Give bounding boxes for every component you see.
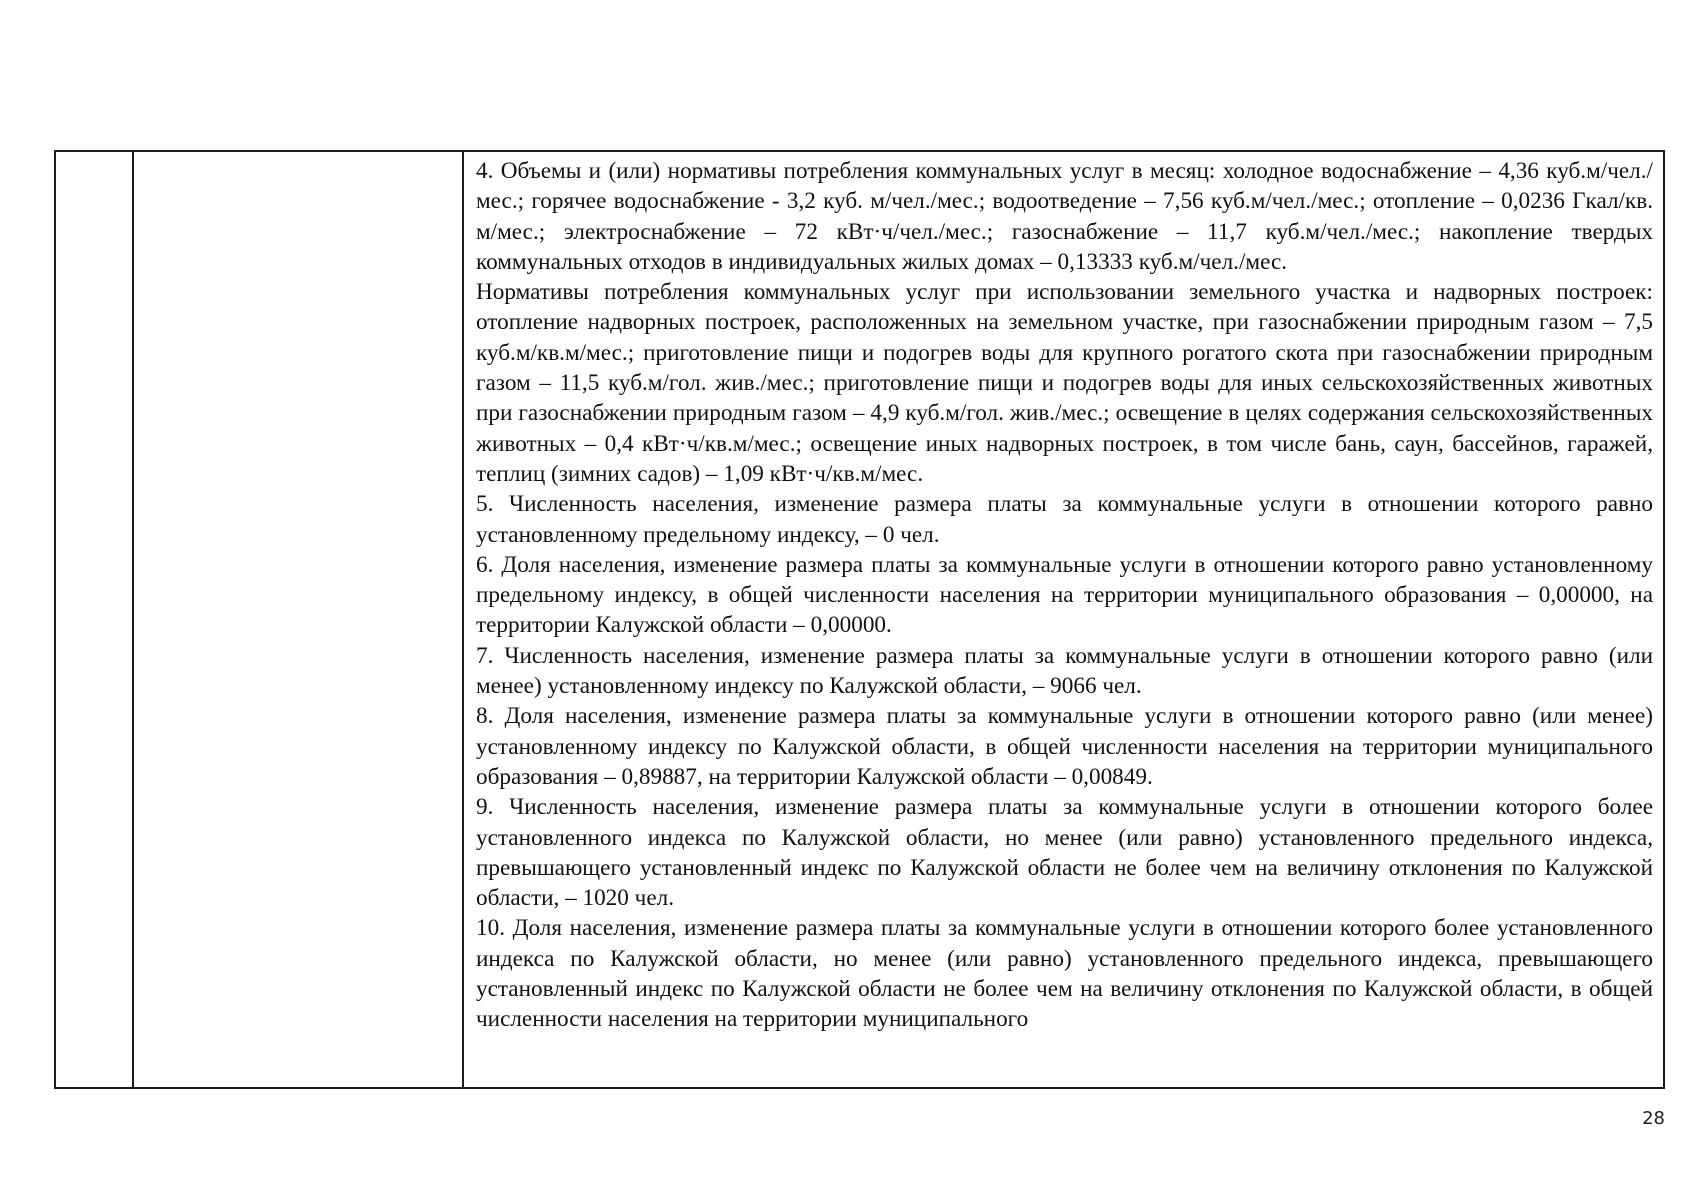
table-column-content xyxy=(464,152,1663,1087)
paragraph-item-9: 9. Численность населения, изменение размера платы за коммунальные услуги в отношении которого более установленного индекса по Калужской области, но менее (или равно) установленного предельного индекса, превышающего установленный индекс по Калужской области не более чем на величину отклонения по Калужской области, – 1020 чел. xyxy=(476,794,1653,912)
table-column-number xyxy=(56,152,134,1087)
paragraph-item-8: 8. Доля населения, изменение размера платы за коммунальные услуги в отношении которого равно (или менее) установленному индексу по Калужской области, в общей численности населения на территории муниципального образования – 0,89887, на территории Калужской области – 0,00849. xyxy=(476,703,1653,790)
page-number: 28 xyxy=(1642,1108,1665,1129)
table-column-name xyxy=(134,152,464,1087)
paragraph-item-5: 5. Численность населения, изменение размера платы за коммунальные услуги в отношении которого равно установленному предельному индексу, – 0 чел. xyxy=(476,491,1653,548)
paragraph-item-6: 6. Доля населения, изменение размера платы за коммунальные услуги в отношении которого равно установленному предельному индексу, в общей численности населения на территории муниципального образования – 0,00000, на территории Калужской области – 0,00000. xyxy=(476,551,1653,639)
paragraph-item-7: 7. Численность населения, изменение размера платы за коммунальные услуги в отношении которого равно (или менее) установленному индексу по Калужской области, – 9066 чел. xyxy=(476,642,1653,700)
paragraph-standards: Нормативы потребления коммунальных услуг при использовании земельного участка и надворных построек: отопление надворных построек, расположенных на земельном участке, при газоснабжении природным газом – 7,5 куб.м/кв.м/мес.; приготовление пищи и подогрев воды для крупного рогатого скота при газоснабжении природным газом – 11,5 куб.м/гол. жив./мес.; приготовление пищи и подогрев воды для иных сельскохозяйственных животных при газоснабжении природным газом – 4,9 куб.м/гол. жив./мес.; освещение в целях содержания сельскохозяйственных животных – 0,4 кВт·ч/кв.м/мес.; освещение иных надворных построек, в том числе бань, саун, бассейнов, гаражей, теплиц (зимних садов) – 1,09 кВт·ч/кв.м/мес. xyxy=(476,279,1653,487)
document-table xyxy=(54,150,1665,1089)
paragraph-item-10: 10. Доля населения, изменение размера платы за коммунальные услуги в отношении которого более установленного индекса по Калужской области, но менее (или равно) установленного предельного индекса, превышающего установленный индекс по Калужской области не более чем на величину отклонения по Калужской области, в общей численности населения на территории муниципального xyxy=(476,915,1653,1033)
paragraph-item-4: 4. Объемы и (или) нормативы потребления коммунальных услуг в месяц: холодное водоснабжение – 4,36 куб.м/чел./мес.; горячее водоснабжение - 3,2 куб. м/чел./мес.; водоотведение – 7,56 куб.м/чел./мес.; отопление – 0,0236 Гкал/кв. м/мес.; электроснабжение – 72 кВт·ч/чел./мес.; газоснабжение – 11,7 куб.м/чел./мес.; накопление твердых коммунальных отходов в индивидуальных жилых домах – 0,13333 куб.м/чел./мес. xyxy=(476,158,1653,275)
